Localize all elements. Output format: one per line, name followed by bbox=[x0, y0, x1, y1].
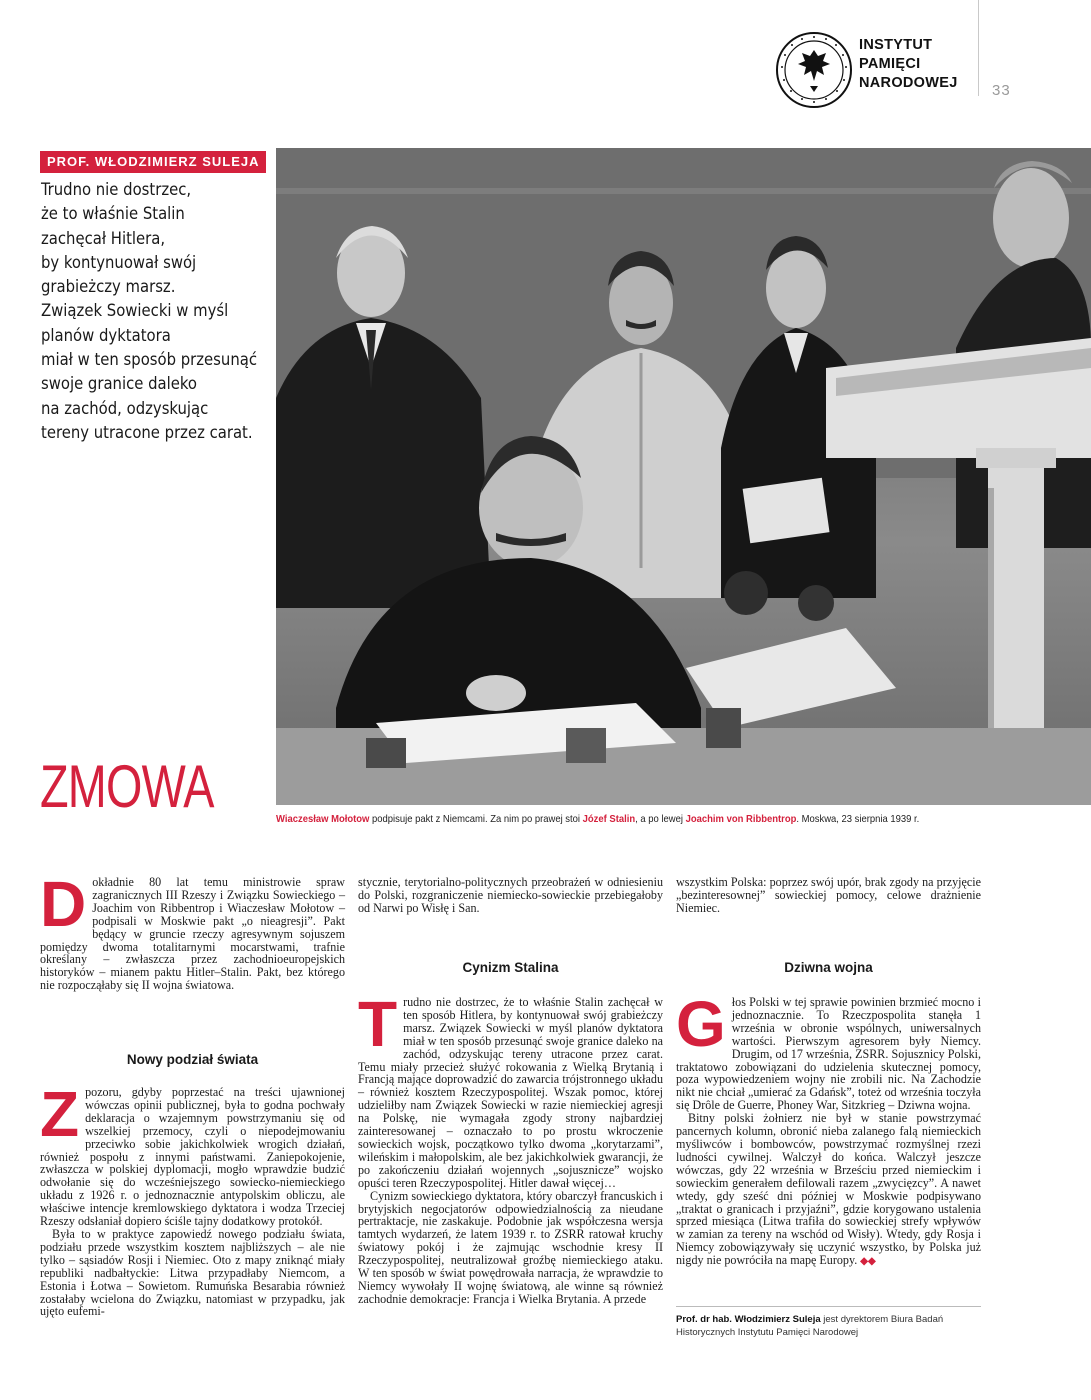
page-number: 33 bbox=[992, 82, 1011, 99]
pull-quote-line: tereny utracone przez carat. bbox=[41, 422, 253, 442]
body-paragraph: pozoru, gdyby poprzestać na treści ujawnionej wówczas opinii publicznej, była to godna pochwały deklaracja o wzajemnym powstrzymaniu się od wszelkiej przemocy, czyli o niepodejmowaniu przeciwko sobie jakichkolwiek wrogich działań, również pospołu z innymi państwami. Zaniepokojenie, zwłaszcza w polskiej dyplomacji, mogło wprawdzie budzić odwołanie się do wcześniejszego sowiecko-niemieckiego układu z 1926 r. o jednoznacznie antypolskim obliczu, ale właściwe intencje kremlowskiego dyktatora i wodza Trzeciej Rzeszy odsłaniał dopiero ściśle tajny dodatkowy protokół. bbox=[40, 1085, 345, 1229]
section-body-continued bbox=[358, 876, 663, 915]
author-tag: PROF. WŁODZIMIERZ SULEJA bbox=[40, 151, 266, 173]
dropcap: T bbox=[358, 988, 398, 1060]
section-body-phoney-war bbox=[676, 988, 981, 1269]
section-heading: Dziwna wojna bbox=[784, 960, 873, 975]
ipn-seal-logo bbox=[774, 30, 854, 110]
body-paragraph: stycznie, terytorialno-politycznych przeobrażeń w odniesieniu do Polski, rozgraniczenie niemiecko-sowieckie przebiegałoby od Narwi po Wisłę i San. bbox=[358, 875, 663, 915]
pull-quote bbox=[41, 178, 271, 445]
body-paragraph: Była to w praktyce zapowiedź nowego podziału świata, podziału przede wszystkim kosztem najbliższych – ale nie tylko – sąsiadów Rosji i Niemiec. Oto z mapy zniknąć miały republiki nadbałtyckie: Litwa przypadłaby Niemcom, a Estonia i Łotwa – Sowietom. Rumuńska Besarabia również zostałaby wcielona do Związku, natomiast w przypadku, jak ujęto eufemi- bbox=[40, 1226, 345, 1319]
pull-quote-line: Trudno nie dostrzec, bbox=[41, 180, 192, 199]
dropcap: G bbox=[676, 988, 726, 1060]
header-divider bbox=[978, 0, 979, 96]
section-body-stalin-cynicism bbox=[358, 988, 663, 1306]
institute-name bbox=[859, 36, 958, 93]
body-paragraph: wszystkim Polska: poprzez swój upór, brak zgody na przyjęcie „bezinteresownej” sowieckiej pomocy, celowe drażnienie Niemiec. bbox=[676, 875, 981, 915]
bio-text: jest dyrektorem Biura Badań Historycznych Instytutu Pamięci Narodowej bbox=[676, 1314, 944, 1338]
pull-quote-line: grabieżczy marsz. bbox=[41, 277, 176, 297]
pull-quote-line: swoje granice daleko bbox=[41, 374, 197, 394]
body-paragraph: Bitny polski żołnierz nie był w stanie powstrzymać pancernych kolumn, obronić nieba zalanego falą niemieckich myśliwców i bombowców, powstrzymać rozmyślnej rzezi ludności cywilnej. Walczył do końca. Walczył jeszcze wówczas, gdy 22 września w Brześciu przed niemieckim i sowieckim generałem defilowali razem „zwycięzcy”. A nawet wtedy, gdy sześć dni później w Moskwie podpisywano „traktat o granicach i przyjaźni”, gdzie korygowano ustalenia sprzed miesiąca (Litwa trafiła do sowieckiej strefy wpływów w zamian za tereny na wschód od Wisły). Wtedy, gdy Rosja i Niemcy zobowiązywały się uczynić wszystko, by Polska już nigdy nie powróciła na mapę Europy. bbox=[676, 1111, 981, 1268]
intro-text: okładnie 80 lat temu ministrowie spraw zagranicznych III Rzeszy i Związku Sowieckiego – Joachim von Ribbentrop i Wiaczesław Mołotow – podpisali w Moskwie pakt „o nieagresji”. Pakt będący w gruncie rzeczy agresywnym sojuszem pomiędzy dwoma totalitarnymi mocarstwami, trafnie określany – zwłaszcza przez zachodnioeuropejskich historyków – mianem paktu Hitler–Stalin. Pakt, bez którego nie rozpocząłaby się II wojna światowa. bbox=[40, 875, 345, 993]
body-paragraph: rudno nie dostrzec, że to właśnie Stalin zachęcał w ten sposób Hitlera, by kontynuował swój grabieżczy marsz. Związek Sowiecki w myśl planów dyktatora miał w ten sposób przesunąć swoje granice daleko na zachód, odzyskując tereny utracone przez carat. Temu miały przecież służyć rokowania z Wielką Brytanią i Francją mające doprowadzić do zawarcia trójstronnego układu – również kosztem Rzeczypospolitej. Wszak pomoc, której udzieliłby nam Związek Sowiecki w razie niemieckiej agresji na Polskę, nie wymagała zgody strony najbardziej zainteresowanej – oznaczało to po prostu wkroczenie sowieckich wojsk, początkowo tylko dwoma „korytarzami”, wileńskim i małopolskim, ale bez jakichkolwiek gwarancji, że po zakończeniu działań wojennych „sojusznicze” wojsko opuści teren Rzeczypospolitej. Hitler dawał więcej… bbox=[358, 995, 663, 1190]
caption-text: , a po lewej bbox=[635, 813, 686, 825]
caption-name-molotov: Wiaczesław Mołotow bbox=[276, 813, 370, 825]
section-body-new-division bbox=[40, 1078, 345, 1319]
pull-quote-line: miał w ten sposób przesunąć bbox=[41, 350, 257, 370]
institute-name-line-3: NARODOWEJ bbox=[859, 75, 958, 91]
caption-name-stalin: Józef Stalin bbox=[582, 813, 636, 825]
historical-photo bbox=[276, 148, 1091, 805]
institute-name-line-2: PAMIĘCI bbox=[859, 56, 921, 72]
headline: ZMOWA bbox=[40, 753, 214, 820]
author-bio bbox=[676, 1314, 981, 1339]
body-paragraph: łos Polski w tej sprawie powinien brzmieć mocno i jednoznacznie. To Rzeczpospolita stanęła 1 września w obronie wspólnych, uniwersalnych wartości. Pierwszym agresorem były Niemcy. Drugim, od 17 września, ZSRR. Sojusznicy Polski, traktatowo zobowiązani do udzielenia skutecznej pomocy, poza wypowiedzeniem wojny nie zrobili nic. Na Zachodzie nikt nie chciał „umierać za Gdańsk”, toteż od września toczyła się Drôle de Guerre, Phoney War, Sitzkrieg – Dziwna wojna. bbox=[676, 995, 981, 1113]
section-body-continued bbox=[676, 876, 981, 915]
pull-quote-line: planów dyktatora bbox=[41, 325, 171, 345]
pull-quote-line: Związek Sowiecki w myśl bbox=[41, 301, 229, 321]
institute-name-line-1: INSTYTUT bbox=[859, 37, 933, 53]
caption-text: . Moskwa, 23 sierpnia 1939 r. bbox=[796, 813, 920, 825]
body-paragraph: Cynizm sowieckiego dyktatora, który obarczył francuskich i brytyjskich negocjatorów odpowiedzialnością za nieudane pertraktacje, nie zaskakuje. Podobnie jak współczesna wersja tamtych wydarzeń, że latem 1939 r. to ZSRR ratował kruchy światowy pokój i że zajmując wschodnie kresy II Rzeczypospolitej, neutralizował groźbę niemieckiego ataku. W ten sposób w świat powędrowała narracja, że wprawdzie to Niemcy wywołały II wojnę światową, ale winne są również zachodnie demokracje: Francja i Wielka Brytania. A przede bbox=[358, 1188, 663, 1306]
intro-paragraph bbox=[40, 868, 345, 993]
section-heading: Nowy podział świata bbox=[126, 1052, 259, 1067]
pull-quote-line: na zachód, odzyskując bbox=[41, 398, 209, 418]
bio-name: Prof. dr hab. Włodzimierz Suleja bbox=[676, 1314, 821, 1325]
end-mark-icon: ◆◆ bbox=[860, 1256, 876, 1268]
section-heading: Cynizm Stalina bbox=[462, 960, 559, 975]
dropcap: D bbox=[40, 868, 87, 940]
bio-divider bbox=[676, 1306, 981, 1307]
pull-quote-line: że to właśnie Stalin bbox=[41, 204, 185, 224]
pull-quote-line: zachęcał Hitlera, bbox=[41, 228, 166, 248]
caption-text: podpisuje pakt z Niemcami. Za nim po prawej stoi bbox=[369, 813, 583, 825]
pull-quote-line: by kontynuował swój bbox=[41, 252, 197, 272]
photo-caption bbox=[276, 812, 996, 826]
dropcap: Z bbox=[40, 1078, 80, 1150]
caption-name-ribbentrop: Joachim von Ribbentrop bbox=[685, 813, 797, 825]
